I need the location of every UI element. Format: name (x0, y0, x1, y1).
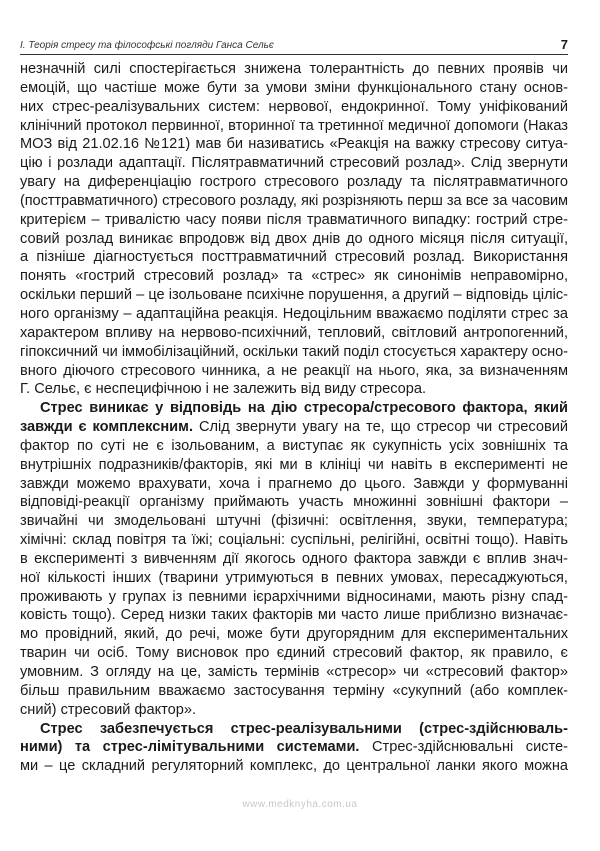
bold-thesis: ними) та стрес-лімітувальними системами. (20, 739, 360, 756)
running-header (20, 36, 568, 55)
text-line (20, 493, 568, 512)
text-line (20, 98, 568, 117)
text-line (20, 512, 568, 531)
text-span: а пізніше діагностується посттравматичний стресовий розлад. Використання (20, 249, 568, 266)
text-span: ми – це складний регуляторний комплекс, до центральної ланки якого можна (20, 758, 568, 775)
watermark: www.medknyha.com.ua (242, 799, 358, 810)
text-line (20, 399, 568, 418)
bold-thesis: завжди є комплексним. (20, 419, 193, 436)
text-line (20, 550, 568, 569)
text-line (20, 531, 568, 550)
text-line (20, 418, 568, 437)
text-line (20, 380, 568, 399)
text-line (20, 267, 568, 286)
text-span: ної кількості інших (тварини утримуються в певних умовах, пересаджуються, (20, 569, 568, 586)
text-span: цію і розлади адаптації. Післятравматичний стресовий розлад». Слід звернути (20, 155, 568, 172)
text-span: більш правильним вважаємо застосування терміну «сукупний (або комплек- (20, 682, 568, 699)
text-span: мо провідний, який, до речі, може бути другорядним для експериментальних (20, 626, 568, 643)
text-span: внутрішніх подразників/факторів, які ми в клініці чи навіть в експерименті не (20, 456, 568, 473)
text-line (20, 135, 568, 154)
text-span: гіпоксичний чи іммобілізаційний, оскільки такий поділ стосується характеру осно- (20, 343, 568, 360)
text-span: них стрес-реалізувальних систем: нервової, ендокринної. Тому уніфікований (20, 98, 568, 115)
text-line (20, 154, 568, 173)
text-span: умовним. З огляду на це, замість термінів «стресор» чи «стресовий фактор» (20, 664, 568, 680)
text-line (20, 286, 568, 305)
text-span: ковість тощо). Серед низки таких факторів ми часто лише приблизно визначає- (20, 607, 568, 624)
text-line (20, 682, 568, 701)
text-span: критерієм – тривалістю часу появи після травматичного випадку: гострий стре- (20, 211, 568, 228)
text-span: оскільки перший – це ізольоване психічне порушення, а другий – відповідь цiліс- (20, 287, 568, 304)
bold-thesis: Стрес виникає у відповідь на дію стресора/стресового фактора, який (40, 400, 568, 417)
text-span: сний) стресовий фактор». (20, 701, 197, 718)
text-span: клінічний протокол первинної, вторинної та третинної медичної допомоги (Наказ (20, 117, 568, 134)
text-span: Стрес-здійснювальні систе- (359, 739, 569, 756)
text-line (20, 248, 568, 267)
text-span: вного діючого стресового чинника, а не реакції на нього, яка, за визначенням (20, 362, 568, 379)
text-line (20, 60, 568, 79)
text-span: проживають у групах із певними ієрархічними відносинами, мають різну спад- (20, 588, 568, 605)
text-span: хімічні: склад повітря та їжі; соціальні: суспільні, релігійні, освітні тощо). Навіть (20, 532, 568, 549)
text-line (20, 663, 568, 682)
text-line (20, 720, 568, 739)
text-line (20, 192, 568, 211)
text-line (20, 738, 568, 757)
text-line (20, 475, 568, 494)
text-span: Г. Сельє, є неспецифічною і не залежить від виду стресора. (20, 381, 427, 398)
text-line (20, 701, 568, 720)
text-span: увагу на диференціацію гострого стресового розладу та післятравматичного (20, 174, 568, 191)
text-span: звичайні чи змодельовані штучні (фізичні: освітлення, звуки, температура; (20, 513, 568, 530)
text-line (20, 456, 568, 475)
text-line (20, 211, 568, 230)
text-line (20, 79, 568, 98)
text-line (20, 625, 568, 644)
text-line (20, 173, 568, 192)
text-span: (посттравматичного) стресового розладу, які розрізняють перш за все за часовим (20, 192, 568, 209)
text-line (20, 305, 568, 324)
text-line (20, 606, 568, 625)
text-line (20, 757, 568, 776)
text-line (20, 644, 568, 663)
text-line (20, 362, 568, 381)
text-span: Слід звернути увагу на те, що стресор чи стресовий (193, 419, 568, 436)
text-span: емоцій, що частіше може бути за умови зміни функціонального стану основ- (20, 79, 568, 96)
text-span: характером впливу на нервово-психічний, тепловий, світловий антропогенний, (20, 324, 568, 341)
text-span: тварин чи осіб. Тому висновок про єдиний стресовий фактор, як правило, є (20, 645, 568, 662)
text-span: понять «гострий стресовий розлад» та «стрес» як синонімів неправомірно, (20, 268, 568, 285)
text-span: завжди можемо врахувати, хоча і прагнемо до цього. Завжди у формуванні (20, 475, 568, 492)
text-line (20, 324, 568, 343)
text-span: МОЗ від 21.02.16 №121) мав би називатись «Реакція на важку стресову ситуа- (20, 136, 568, 153)
body-text (20, 60, 568, 776)
text-span: фактор по суті не є ізольованим, а виступає як сукупність усіх зовнішніх та (20, 437, 568, 454)
text-line (20, 343, 568, 362)
running-title: I. Теорія стресу та філософські погляди Ганса Сельє (20, 40, 274, 51)
page-number: 7 (560, 37, 568, 52)
text-line (20, 569, 568, 588)
bold-thesis: Стрес забезпечується стрес-реалізувальними (стрес-здійснюваль- (40, 720, 568, 737)
text-span: незначній силі спостерігається знижена толерантність до певних проявів чи (20, 61, 568, 77)
text-span: в експерименті з вивченням дії якогось одного фактора завжди є вплив знач- (20, 550, 568, 567)
text-line (20, 230, 568, 249)
text-span: відповіді-реакції організму приймають участь множинні зовнішні фактори – (20, 494, 568, 511)
text-line (20, 437, 568, 456)
text-line (20, 588, 568, 607)
text-span: ного організму – адаптаційна реакція. Недоцільним вважаємо поділяти стрес за (20, 305, 568, 322)
text-line (20, 117, 568, 136)
text-span: совий розлад виникає впродовж від двох днів до одного місяця після ситуації, (20, 230, 568, 247)
